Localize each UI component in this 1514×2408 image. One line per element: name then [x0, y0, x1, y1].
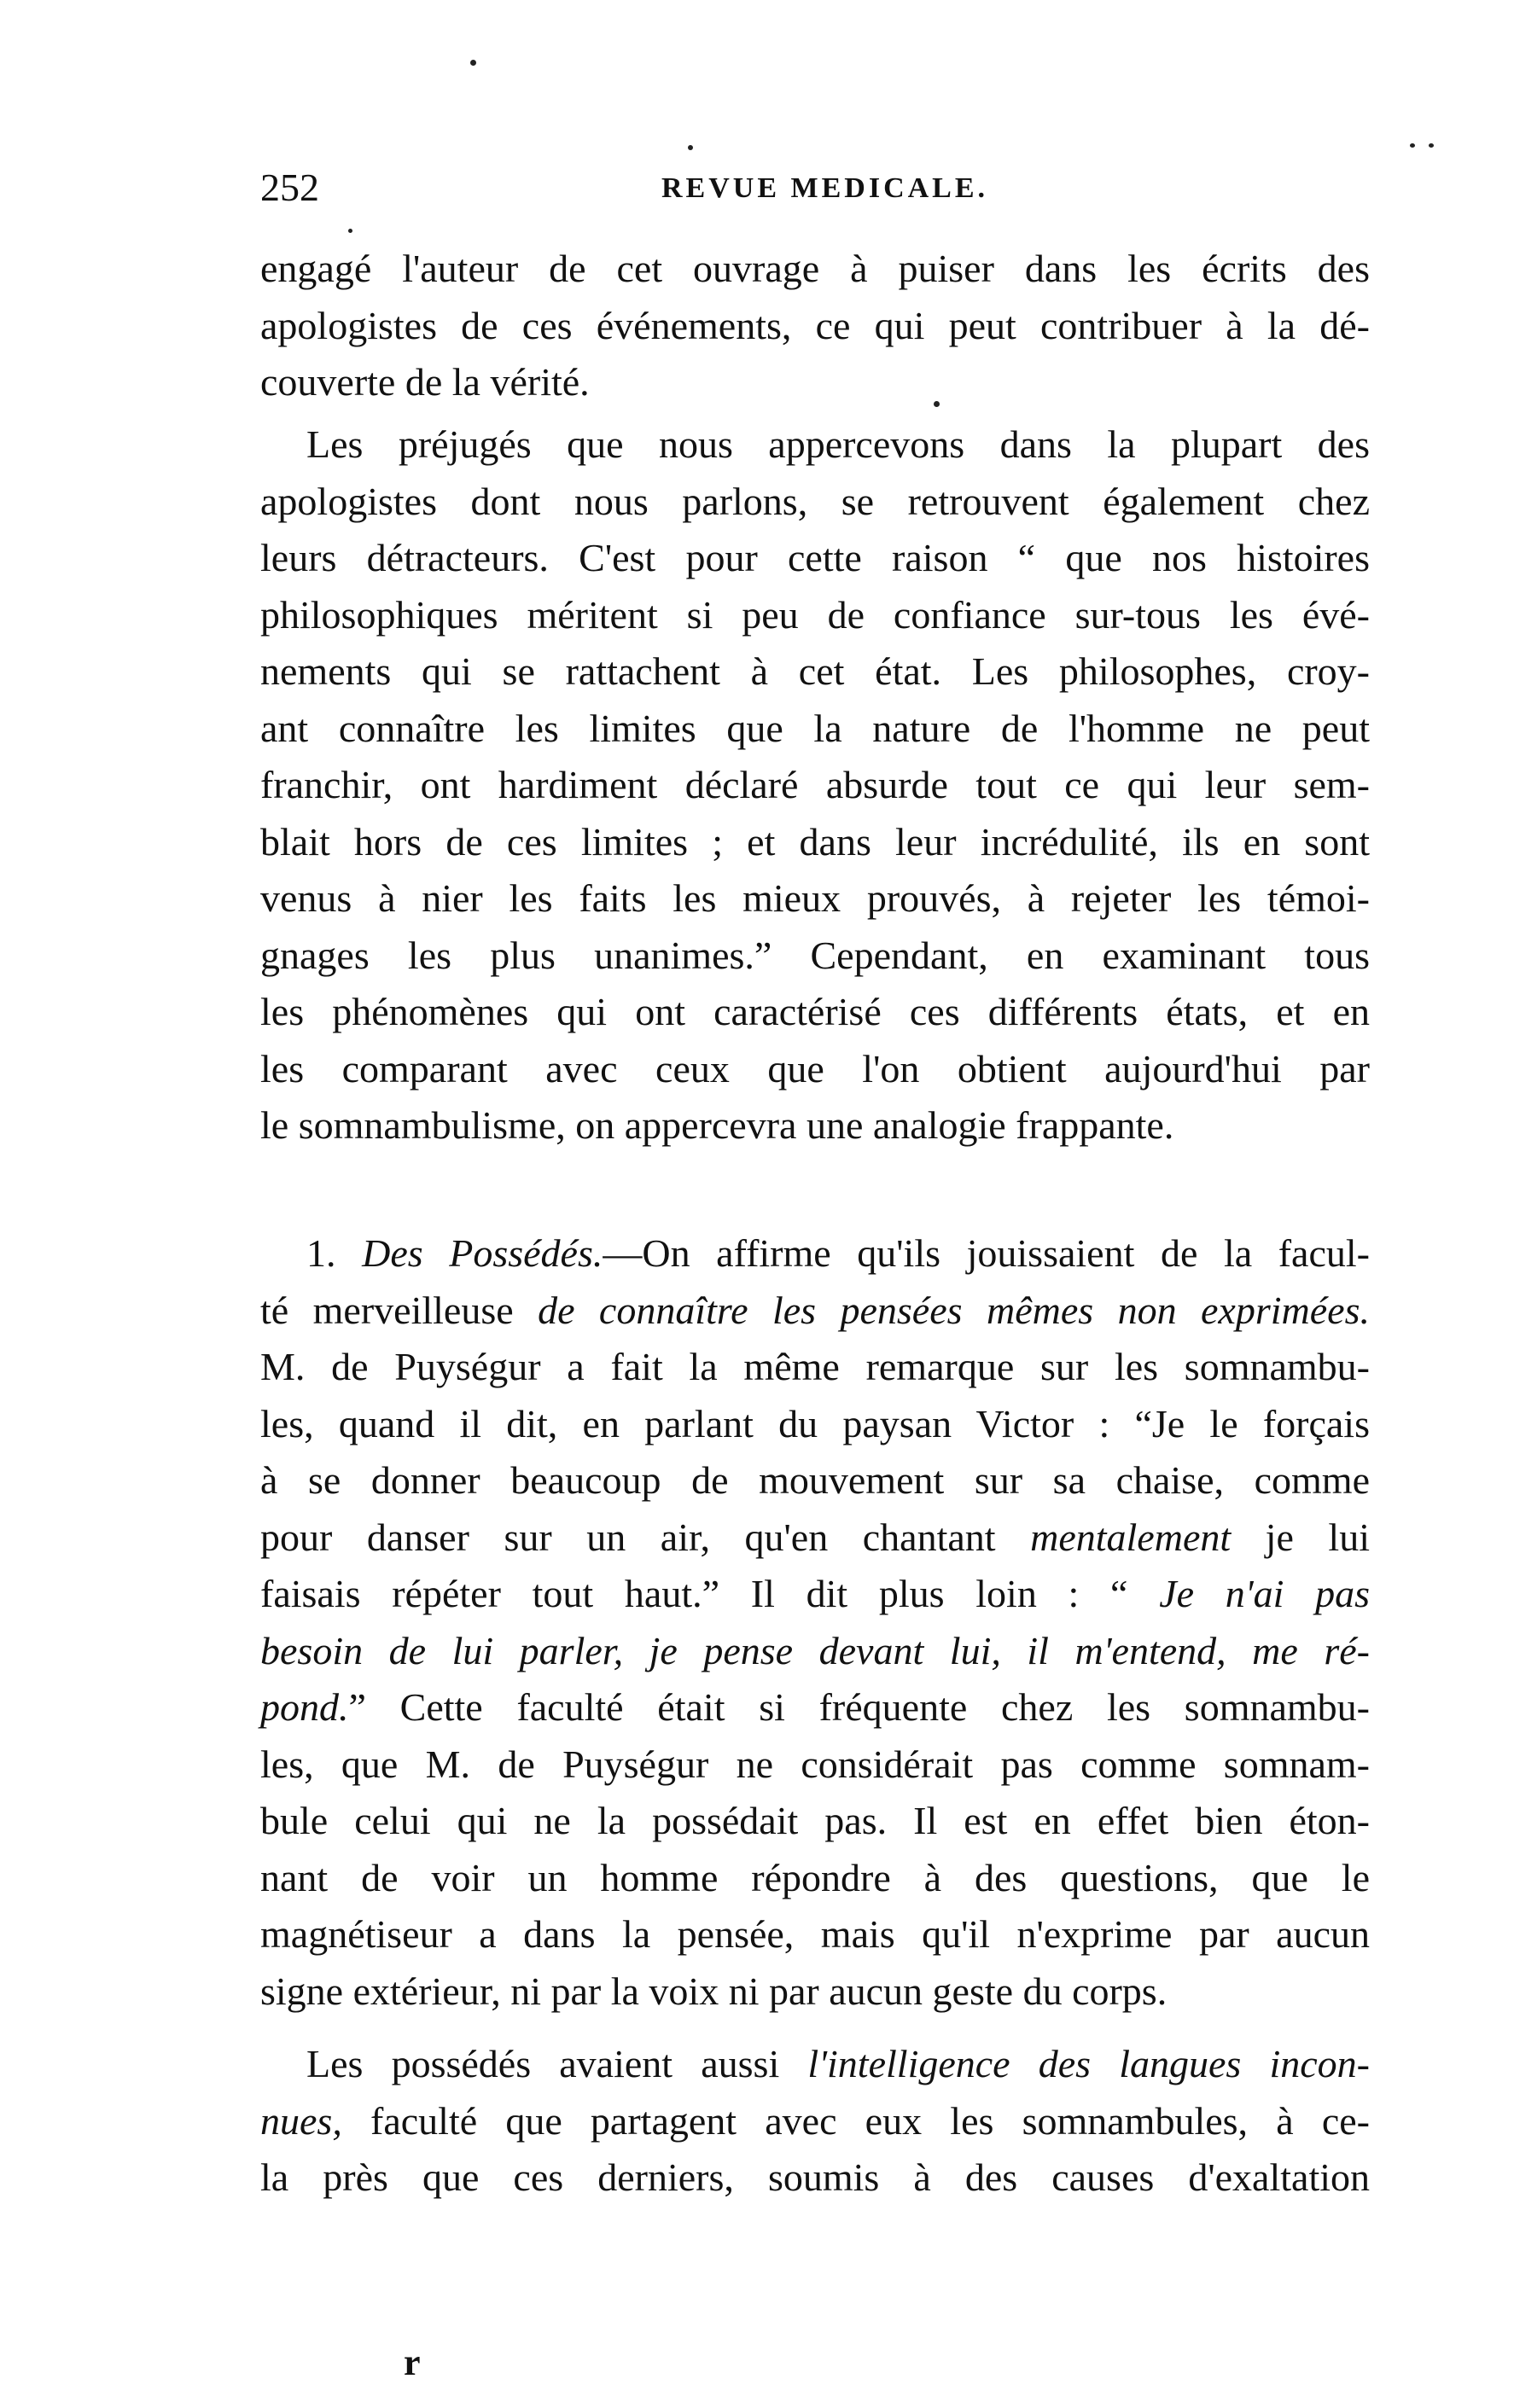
text-line: les comparant avec ceux que l'on obtient aujourd'hui par	[260, 1046, 1370, 1091]
text-line	[260, 1963, 1370, 2021]
text-line	[260, 1396, 1370, 1453]
italic-segment: de connaître les pensées mêmes non exprimées.	[538, 1288, 1370, 1332]
text-line	[260, 2149, 1370, 2207]
text-line	[260, 1623, 1370, 1680]
text-segment: ” Cette faculté était si fréquente chez les somnambu-	[348, 1685, 1370, 1729]
running-head: REVUE MEDICALE.	[661, 172, 989, 204]
text-segment: té merveilleuse	[260, 1288, 539, 1332]
ink-speck	[1410, 143, 1415, 148]
text-line	[260, 1339, 1370, 1396]
text-line	[260, 1509, 1370, 1567]
text-segment: les, que M. de Puységur ne considérait pas comme somnam-	[260, 1742, 1370, 1786]
text-line: apologistes dont nous parlons, se retrouvent également chez	[260, 479, 1370, 523]
text-line	[260, 1906, 1370, 1963]
text-line	[260, 1452, 1370, 1509]
text-line: apologistes de ces événements, ce qui peut contribuer à la dé-	[260, 303, 1370, 347]
text-line	[260, 1850, 1370, 1907]
text-line: Les préjugés que nous appercevons dans la plupart des	[306, 422, 1370, 466]
text-segment: nant de voir un homme répondre à des questions, que le	[260, 1855, 1370, 1899]
page-number: 252	[260, 166, 319, 209]
italic-segment: pond.	[260, 1685, 349, 1729]
ink-speck	[934, 401, 940, 407]
text-line	[260, 2093, 1370, 2150]
ink-speck	[688, 145, 693, 150]
text-segment: magnétiseur a dans la pensée, mais qu'il n'exprime par aucun	[260, 1912, 1370, 1956]
signature-mark: r	[404, 2341, 421, 2383]
text-line	[260, 1793, 1370, 1850]
text-segment: M. de Puységur a fait la même remarque sur les somnambu-	[260, 1345, 1370, 1388]
paragraph-langues-inconnues	[260, 2036, 1370, 2207]
text-segment: je lui	[1231, 1515, 1370, 1559]
text-segment: 1.	[306, 1231, 363, 1275]
text-line: engagé l'auteur de cet ouvrage à puiser dans les écrits des	[260, 247, 1370, 290]
text-line: nements qui se rattachent à cet état. Les philosophes, croy-	[260, 649, 1370, 693]
paragraph-des-possedes	[260, 1225, 1370, 2020]
italic-segment: nues,	[260, 2098, 342, 2143]
text-segment: pour danser sur un air, qu'en chantant	[260, 1515, 1031, 1559]
text-segment: faisais répéter tout haut.” Il dit plus loin : “	[260, 1572, 1160, 1615]
text-line: couverte de la vérité.	[260, 360, 590, 404]
paragraph-prejuges	[260, 416, 1370, 1155]
ink-speck	[470, 60, 476, 66]
text-line: le somnambulisme, on appercevra une analogie frappante.	[260, 1103, 1174, 1147]
text-line: franchir, ont hardiment déclaré absurde tout ce qui leur sem-	[260, 763, 1370, 806]
paragraph-continuation	[260, 241, 1370, 411]
italic-segment: Des Possédés.	[362, 1231, 603, 1275]
text-segment: les, quand il dit, en parlant du paysan Victor : “Je le forçais	[260, 1401, 1370, 1445]
ink-speck	[348, 229, 352, 233]
text-line: gnages les plus unanimes.” Cependant, en examinant tous	[260, 933, 1370, 977]
italic-segment: l'intelligence des langues incon-	[807, 2042, 1370, 2085]
text-line: philosophiques méritent si peu de confiance sur-tous les évé-	[260, 592, 1370, 637]
text-segment: la près que ces derniers, soumis à des causes d'exaltation	[260, 2155, 1370, 2199]
italic-segment: besoin de lui parler, je pense devant lui, il m'entend, me ré-	[260, 1628, 1370, 1672]
text-line	[260, 2036, 1370, 2093]
text-line: blait hors de ces limites ; et dans leur incrédulité, ils en sont	[260, 819, 1370, 864]
text-line: ant connaître les limites que la nature de l'homme ne peut	[260, 706, 1370, 750]
text-segment: faculté que partagent avec eux les somnambules, à ce-	[341, 2098, 1370, 2143]
text-line	[260, 1225, 1370, 1283]
text-line	[260, 1566, 1370, 1623]
italic-segment: Je n'ai pas	[1159, 1572, 1370, 1615]
italic-segment: mentalement	[1030, 1515, 1232, 1559]
text-line	[260, 1736, 1370, 1794]
text-line: leurs détracteurs. C'est pour cette raison “ que nos histoires	[260, 536, 1370, 579]
text-line	[260, 1679, 1370, 1736]
text-line	[260, 1283, 1370, 1340]
text-segment: signe extérieur, ni par la voix ni par aucun geste du corps.	[260, 1969, 1168, 2013]
text-line: venus à nier les faits les mieux prouvés, à rejeter les témoi-	[260, 876, 1370, 920]
text-line: les phénomènes qui ont caractérisé ces différents états, et en	[260, 990, 1370, 1033]
text-segment: —On affirme qu'ils jouissaient de la facul-	[603, 1231, 1370, 1275]
text-segment: bule celui qui ne la possédait pas. Il est en effet bien éton-	[260, 1799, 1370, 1842]
page-header	[260, 164, 1370, 215]
ink-speck	[1429, 143, 1434, 148]
text-segment: Les possédés avaient aussi	[306, 2042, 808, 2085]
text-segment: à se donner beaucoup de mouvement sur sa chaise, comme	[260, 1458, 1370, 1502]
